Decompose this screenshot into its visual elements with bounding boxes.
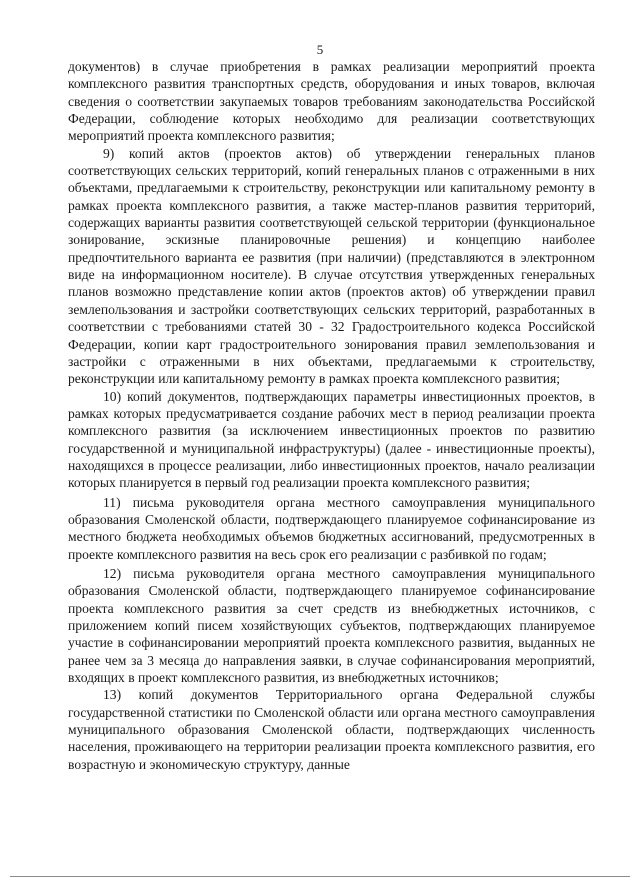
paragraph-item-10: 10) копий документов, подтверждающих параметры инвестиционных проектов, в рамках которых предусматривается создание рабочих мест в период реализации проекта комплексного развития (за исключением инвестиционных проектов по развитию государственной и муниципальной инфраструктуры) (далее - инвестиционные проекты), находящихся в процессе реализации, либо инвестиционных проектов, начало реализации которых планируется в первый год реализации проекта комплексного развития; — [68, 388, 595, 491]
paragraph-item-9: 9) копий актов (проектов актов) об утверждении генеральных планов соответствующих сельских территорий, копий генеральных планов с отраженными в них объектами, предлагаемыми к строительству, реконструкции или капитальному ремонту в рамках проекта комплексного развития, а также мастер-планов развития территорий, содержащих варианты развития соответствующей сельской территории (функциональное зонирование, эскизные планировочные решения) и концепцию наиболее предпочтительного варианта ее развития (при наличии) (представляются в электронном виде на информационном носителе). В случае отсутствия утвержденных генеральных планов возможно представление копии актов (проектов актов) об утверждении правил землепользования и застройки соответствующих сельских территорий, разработанных в соответствии с требованиями статей 30 - 32 Градостроительного кодекса Российской Федерации, копии карт градостроительного зонирования правил землепользования и застройки с отраженными в них объектами, предлагаемыми к строительству, реконструкции или капитальному ремонту в рамках проекта комплексного развития; — [68, 145, 595, 387]
page-number: 5 — [316, 42, 324, 57]
scan-bottom-edge — [10, 876, 630, 877]
document-body — [68, 58, 595, 773]
paragraph-continuation: документов) в случае приобретения в рамках реализации мероприятий проекта комплексного развития транспортных средств, оборудования и иных товаров, включая сведения о соответствии закупаемых товаров требованиям законодательства Российской Федерации, соблюдение которых необходимо для реализации соответствующих мероприятий проекта комплексного развития; — [68, 59, 595, 144]
paragraph-item-11: 11) письма руководителя органа местного самоуправления муниципального образования Смоленской области, подтверждающего планируемое софинансирование из местного бюджета необходимых объемов бюджетных ассигнований, предусмотренных в проекте комплексного развития на весь срок его реализации с разбивкой по годам; — [68, 494, 595, 562]
paragraph-item-13: 13) копий документов Территориального органа Федеральной службы государственной статистики по Смоленской области или органа местного самоуправления муниципального образования Смоленской области, подтверждающих численность населения, проживающего на территории реализации проекта комплексного развития, его возрастную и экономическую структуру, данные — [68, 687, 595, 772]
paragraph-item-12: 12) письма руководителя органа местного самоуправления муниципального образования Смоленской области, подтверждающего планируемое софинансирование проекта комплексного развития за счет средств из внебюджетных источников, с приложением копий писем хозяйствующих субъектов, подтверждающих планируемое участие в софинансировании мероприятий проекта комплексного развития, выданных не ранее чем за 3 месяца до направления заявки, в случае софинансирования мероприятий, входящих в проект комплексного развития, из внебюджетных источников; — [68, 565, 595, 686]
